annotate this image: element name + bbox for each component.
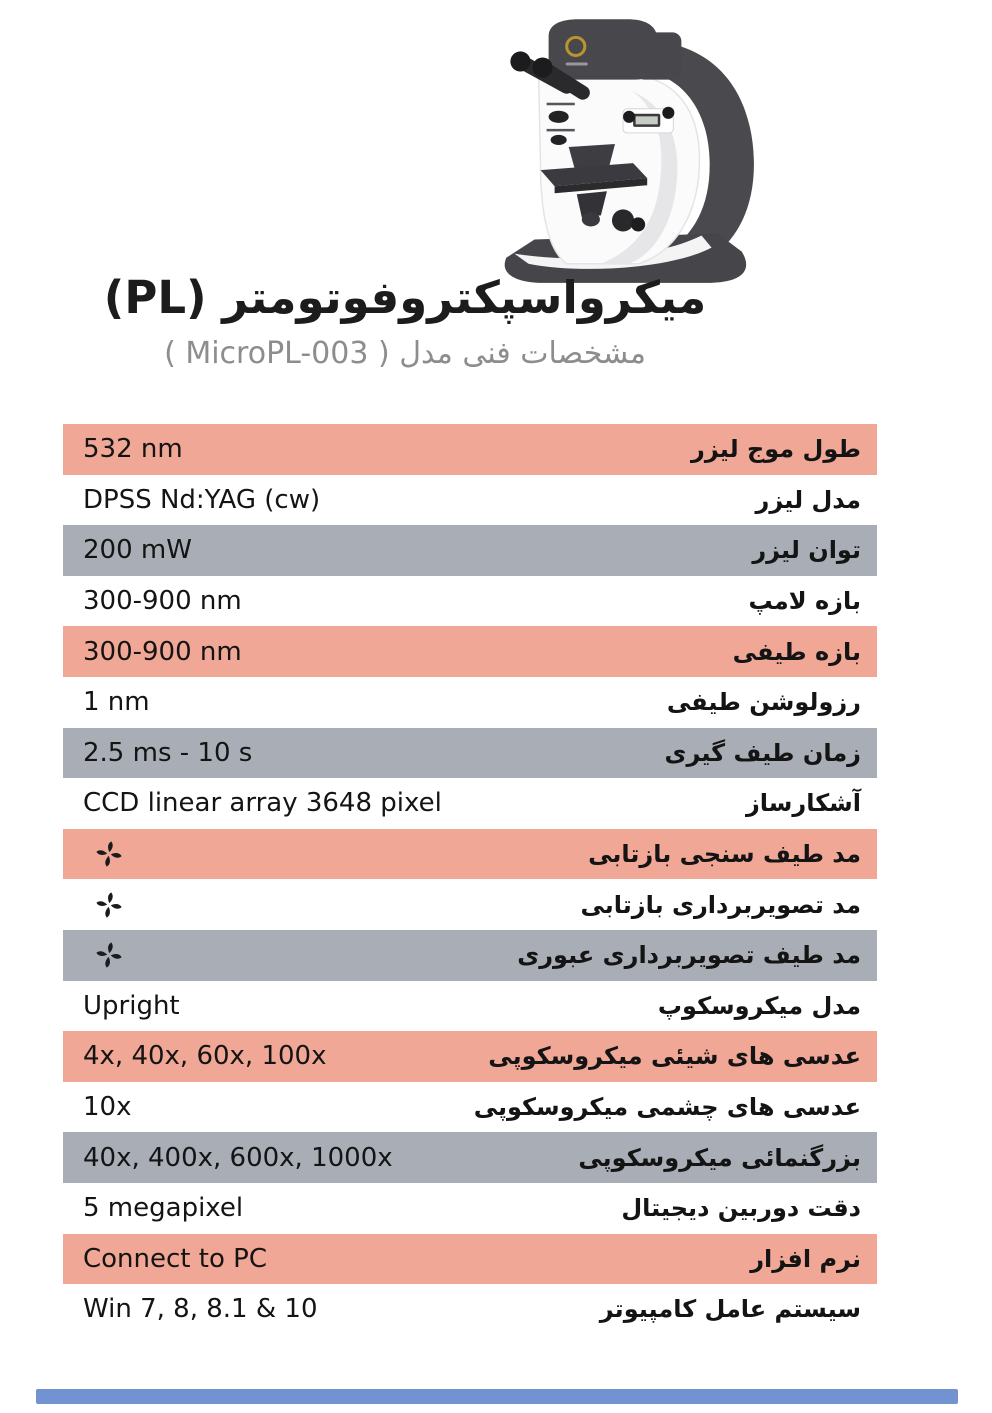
spec-row [63, 829, 877, 880]
spec-label: مد تصویربرداری بازتابی [580, 890, 861, 919]
spec-row [63, 1234, 877, 1285]
spec-label: نرم افزار [750, 1244, 861, 1273]
spec-row [63, 778, 877, 829]
spec-label: زمان طیف گیری [664, 738, 861, 767]
spec-label: بازه طیفی [732, 637, 861, 666]
spec-label: مد طیف تصویربرداری عبوری [517, 941, 861, 970]
spec-value: DPSS Nd:YAG (cw) [83, 484, 321, 515]
spec-label: مدل میکروسکوپ [657, 991, 861, 1020]
spec-label: طول موج لیزر [691, 435, 861, 464]
spec-value: Connect to PC [83, 1243, 267, 1274]
spec-row [63, 424, 877, 475]
spec-label: سیستم عامل کامپیوتر [599, 1295, 861, 1324]
spec-row [63, 1132, 877, 1183]
spec-row [63, 930, 877, 981]
spec-row [63, 677, 877, 728]
footer-accent-bar [36, 1389, 958, 1404]
spec-value: 40x, 400x, 600x, 1000x [83, 1142, 393, 1173]
spec-row [63, 626, 877, 677]
spec-value-symbol [63, 838, 125, 870]
spec-value-symbol [63, 939, 125, 971]
spec-value: 2.5 ms - 10 s [83, 737, 253, 768]
spec-label: عدسی های چشمی میکروسکوپی [473, 1093, 861, 1122]
page-title: میکرواسپکتروفوتومتر (PL) [103, 271, 707, 324]
spec-row [63, 1082, 877, 1133]
spec-value: Upright [83, 990, 180, 1021]
spec-label: رزولوشن طیفی [666, 688, 861, 717]
spec-row [63, 1031, 877, 1082]
mode-supported-icon [93, 889, 125, 921]
spec-label: دقت دوربین دیجیتال [621, 1194, 861, 1223]
title-block [95, 272, 715, 371]
mode-supported-icon [93, 838, 125, 870]
page-subtitle: مشخصات فنی مدل ( MicroPL-003 ) [164, 335, 646, 371]
spec-row [63, 1284, 877, 1335]
mode-supported-icon [93, 939, 125, 971]
spec-row [63, 728, 877, 779]
spec-value-symbol [63, 889, 125, 921]
spec-row [63, 576, 877, 627]
spec-value: CCD linear array 3648 pixel [83, 788, 442, 819]
spec-row [63, 981, 877, 1032]
spec-value: 4x, 40x, 60x, 100x [83, 1041, 327, 1072]
spec-row [63, 475, 877, 526]
spec-label: آشکارساز [745, 789, 861, 818]
spec-label: مد طیف سنجی بازتابی [588, 840, 861, 869]
spec-table [63, 424, 877, 1335]
spec-value: 1 nm [83, 687, 150, 718]
spec-label: عدسی های شیئی میکروسکوپی [488, 1042, 861, 1071]
spec-value: 532 nm [83, 434, 183, 465]
spec-row [63, 879, 877, 930]
spec-label: بازه لامپ [748, 587, 861, 616]
spec-row [63, 1183, 877, 1234]
spec-value: 5 megapixel [83, 1193, 244, 1224]
microscope-illustration [448, 6, 782, 288]
spec-row [63, 525, 877, 576]
spec-label: توان لیزر [752, 536, 861, 565]
spec-value: 200 mW [83, 535, 192, 566]
spec-label: مدل لیزر [755, 485, 861, 514]
microscope-svg [448, 6, 782, 288]
spec-value: 10x [83, 1092, 132, 1123]
spec-value: Win 7, 8, 8.1 & 10 [83, 1294, 318, 1325]
spec-value: 300-900 nm [83, 586, 242, 617]
spec-label: بزرگنمائی میکروسکوپی [578, 1143, 861, 1172]
spec-value: 300-900 nm [83, 636, 242, 667]
